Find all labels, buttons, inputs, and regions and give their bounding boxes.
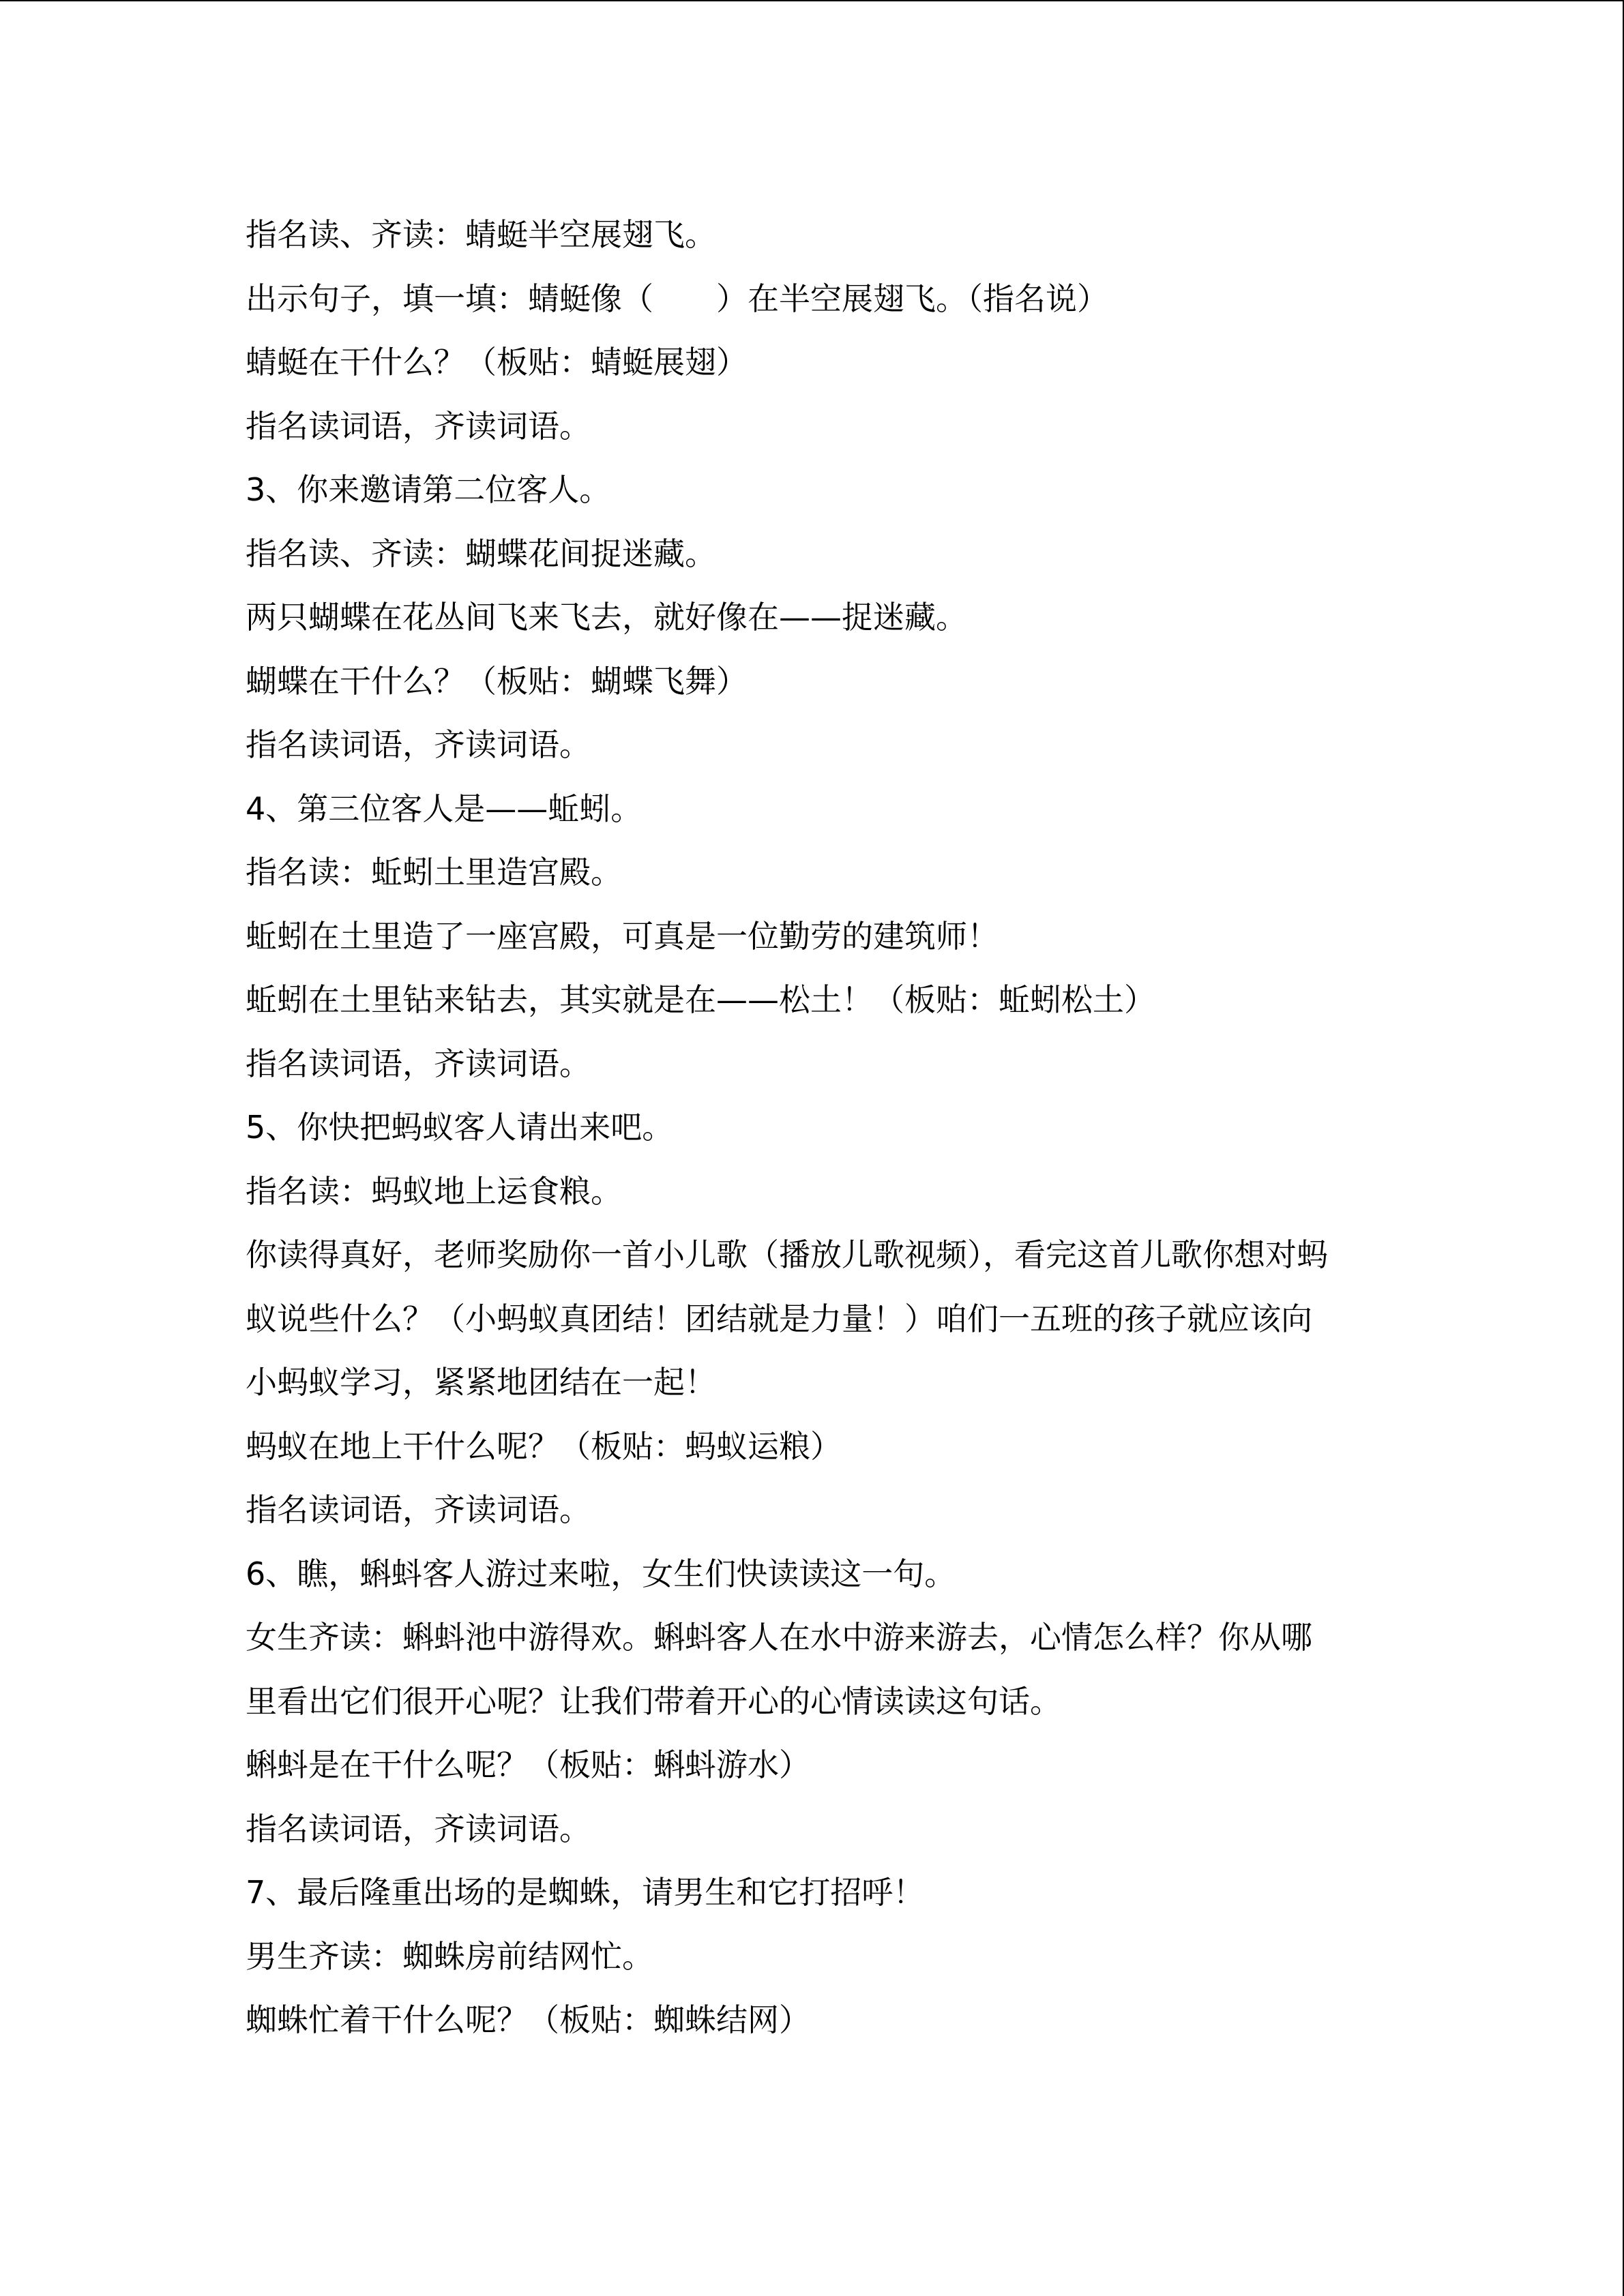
text-line: 小蚂蚁学习，紧紧地团结在一起！ xyxy=(246,1364,716,1401)
text-line: 指名读词语，齐读词语。 xyxy=(246,1491,591,1528)
text-line: 蜘蛛忙着干什么呢？（板贴：蜘蛛结网） xyxy=(246,2001,810,2038)
text-line: 指名读、齐读：蝴蝶花间捉迷藏。 xyxy=(246,535,716,572)
document-body xyxy=(246,203,1405,2053)
text-line: 指名读词语，齐读词语。 xyxy=(246,1810,591,1847)
text-line: 蚁说些什么？（小蚂蚁真团结！团结就是力量！）咱们一五班的孩子就应该向 xyxy=(246,1300,1312,1337)
text-line: 出示句子，填一填：蜻蜓像（ ）在半空展翅飞。（指名说） xyxy=(246,280,1108,317)
text-line: 7、最后隆重出场的是蜘蛛，请男生和它打招呼！ xyxy=(246,1874,925,1911)
text-line: 指名读：蚂蚁地上运食粮。 xyxy=(246,1172,622,1210)
text-line: 蝴蝶在干什么？（板贴：蝴蝶飞舞） xyxy=(246,662,748,700)
text-line: 蜻蜓在干什么？（板贴：蜻蜓展翅） xyxy=(246,344,748,381)
text-line: 女生齐读：蝌蚪池中游得欢。蝌蚪客人在水中游来游去，心情怎么样？你从哪 xyxy=(246,1619,1312,1656)
text-line: 4、第三位客人是——蚯蚓。 xyxy=(246,790,643,827)
text-line: 6、瞧，蝌蚪客人游过来啦，女生们快读读这一句。 xyxy=(246,1555,956,1592)
text-line: 蚯蚓在土里钻来钻去，其实就是在——松土！（板贴：蚯蚓松土） xyxy=(246,981,1155,1018)
text-line: 蝌蚪是在干什么呢？（板贴：蝌蚪游水） xyxy=(246,1746,810,1783)
text-line: 蚂蚁在地上干什么呢？（板贴：蚂蚁运粮） xyxy=(246,1427,842,1465)
text-line: 指名读词语，齐读词语。 xyxy=(246,726,591,763)
text-line: 两只蝴蝶在花丛间飞来飞去，就好像在——捉迷藏。 xyxy=(246,599,967,636)
text-line: 男生齐读：蜘蛛房前结网忙。 xyxy=(246,1937,653,1975)
text-line: 3、你来邀请第二位客人。 xyxy=(246,471,611,508)
text-line: 指名读词语，齐读词语。 xyxy=(246,407,591,445)
text-line: 指名读词语，齐读词语。 xyxy=(246,1045,591,1082)
text-line: 指名读：蚯蚓土里造宫殿。 xyxy=(246,854,622,891)
text-line: 蚯蚓在土里造了一座宫殿，可真是一位勤劳的建筑师！ xyxy=(246,917,999,955)
text-line: 里看出它们很开心呢？让我们带着开心的心情读读这句话。 xyxy=(246,1682,1061,1720)
text-line: 指名读、齐读：蜻蜓半空展翅飞。 xyxy=(246,216,716,253)
text-line: 5、你快把蚂蚁客人请出来吧。 xyxy=(246,1109,674,1146)
text-line: 你读得真好，老师奖励你一首小儿歌（播放儿歌视频），看完这首儿歌你想对蚂 xyxy=(246,1236,1328,1273)
